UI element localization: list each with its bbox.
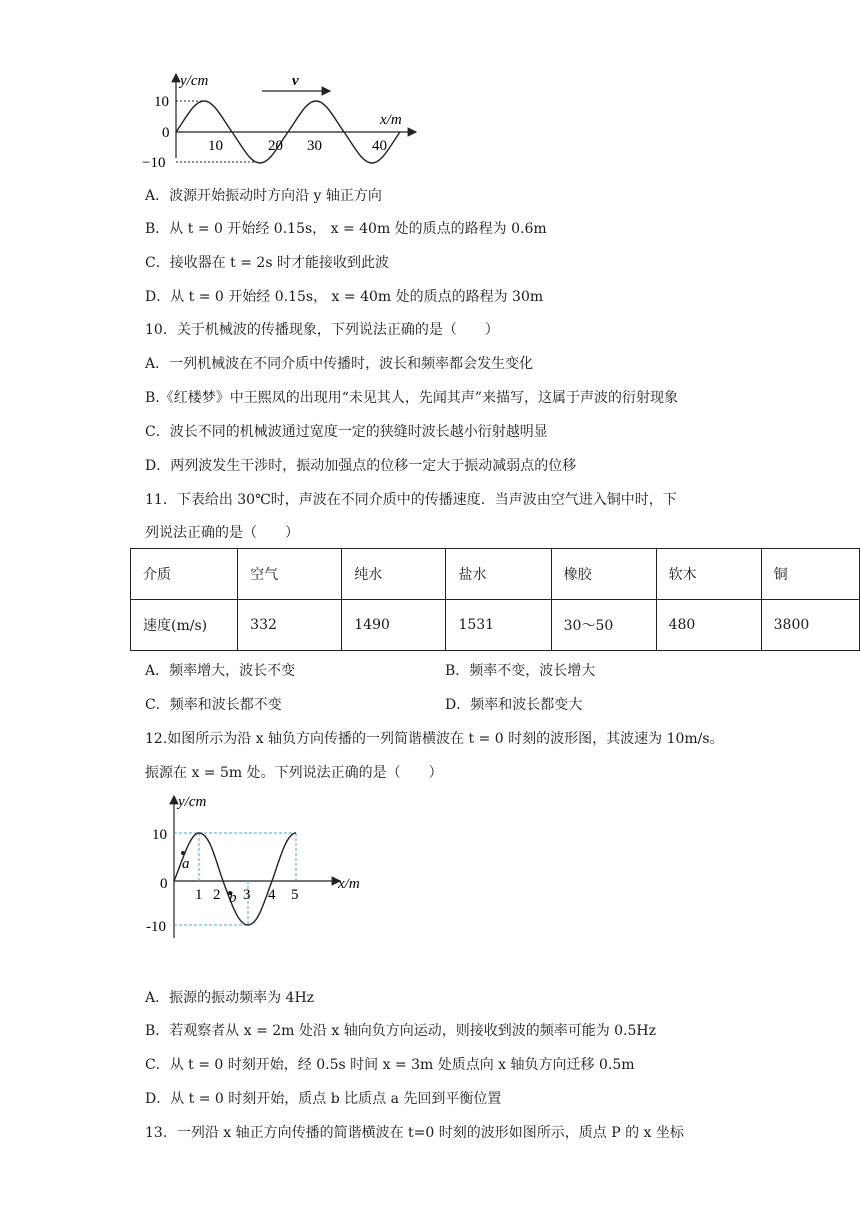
q9-option-a: A．波源开始振动时方向沿 y 轴正方向 [145,188,382,204]
x-tick-2: 2 [213,887,221,903]
table-cell: 铜 [761,549,859,600]
wave-figure-1 [140,68,430,171]
q10-option-a: A．一列机械波在不同介质中传播时，波长和频率都会发生变化 [145,356,534,372]
q10-option-b: B.《红楼梦》中王熙凤的出现用“未见其人，先闻其声”来描写，这属于声波的衍射现象 [145,390,679,406]
wave-curve [174,833,296,925]
q11-option-b: B．频率不变，波长增大 [445,663,596,679]
q10-stem: 10．关于机械波的传播现象，下列说法正确的是（ ） [145,322,499,338]
q9-option-d: D．从 t = 0 开始经 0.15s， x = 40m 处的质点的路程为 30m [145,289,544,305]
q12-stem-line2: 振源在 x = 5m 处。下列说法正确的是（ ） [145,765,443,781]
point-a-label: a [182,856,190,872]
q11-stem-line2: 列说法正确的是（ ） [145,525,299,541]
table-cell: 纯水 [342,549,446,600]
q9-option-c: C．接收器在 t = 2s 时才能接收到此波 [145,255,389,271]
table-cell: 速度(m/s) [131,600,238,651]
q12-stem-line1: 12.如图所示为沿 x 轴负方向传播的一列简谐横波在 t = 0 时刻的波形图，其波速为 10m/s。 [145,731,724,747]
y-tick-0: 0 [162,125,170,141]
y-tick-10: 10 [152,827,167,843]
q10-option-d: D．两列波发生干涉时，振动加强点的位移一定大于振动减弱点的位移 [145,458,577,474]
x-tick-30: 30 [307,138,322,154]
q13-stem-line1: 13．一列沿 x 轴正方向传播的简谐横波在 t=0 时刻的波形如图所示，质点 P 的 x 坐标 [145,1125,684,1141]
x-axis-label: x/m [380,112,402,128]
q11-stem-line1: 11．下表给出 30℃时，声波在不同介质中的传播速度．当声波由空气进入铜中时，下 [145,492,677,508]
table-cell: 480 [656,600,761,651]
x-tick-5: 5 [291,887,299,903]
y-tick-neg10: −10 [142,155,166,171]
x-tick-20: 20 [268,138,283,154]
q10-option-c: C．波长不同的机械波通过宽度一定的狭缝时波长越小衍射越明显 [145,424,548,440]
q11-option-c: C．频率和波长都不变 [145,697,282,713]
table-cell: 介质 [131,549,238,600]
y-tick-10: 10 [154,94,169,110]
y-axis-label: y/cm [178,794,207,810]
q11-option-a: A．频率增大，波长不变 [145,663,296,679]
table-row [131,549,860,600]
x-tick-3: 3 [243,887,251,903]
x-tick-40: 40 [372,138,387,154]
q9-option-b: B．从 t = 0 开始经 0.15s， x = 40m 处的质点的路程为 0.6m [145,221,547,237]
speed-table [130,548,860,651]
x-tick-1: 1 [195,887,203,903]
q12-option-c: C．从 t = 0 时刻开始，经 0.5s 时间 x = 3m 处质点向 x 轴负方向迁移 0.5m [145,1057,635,1073]
y-axis-label: y/cm [180,73,209,89]
table-cell: 盐水 [446,549,551,600]
table-cell: 30～50 [551,600,656,651]
table-row [131,600,860,651]
velocity-label: v [292,73,299,89]
x-tick-4: 4 [268,887,276,903]
table-cell: 橡胶 [551,549,656,600]
table-cell: 332 [238,600,342,651]
q12-option-a: A．振源的振动频率为 4Hz [145,990,315,1006]
y-tick-0: 0 [160,876,168,892]
x-tick-10: 10 [208,138,223,154]
table-cell: 1490 [342,600,446,651]
q12-option-d: D．从 t = 0 时刻开始，质点 b 比质点 a 先回到平衡位置 [145,1091,502,1107]
point-a [181,851,185,855]
q11-option-d: D．频率和波长都变大 [445,697,583,713]
table-cell: 3800 [761,600,859,651]
x-axis-label: x/m [338,876,360,892]
table-cell: 1531 [446,600,551,651]
table-cell: 软木 [656,549,761,600]
q12-option-b: B．若观察者从 x = 2m 处沿 x 轴向负方向运动，则接收到波的频率可能为 0.5Hz [145,1023,656,1039]
wave-figure-2 [140,790,380,940]
point-b-label: b [229,890,237,906]
table-cell: 空气 [238,549,342,600]
y-tick-neg10: -10 [146,919,166,935]
